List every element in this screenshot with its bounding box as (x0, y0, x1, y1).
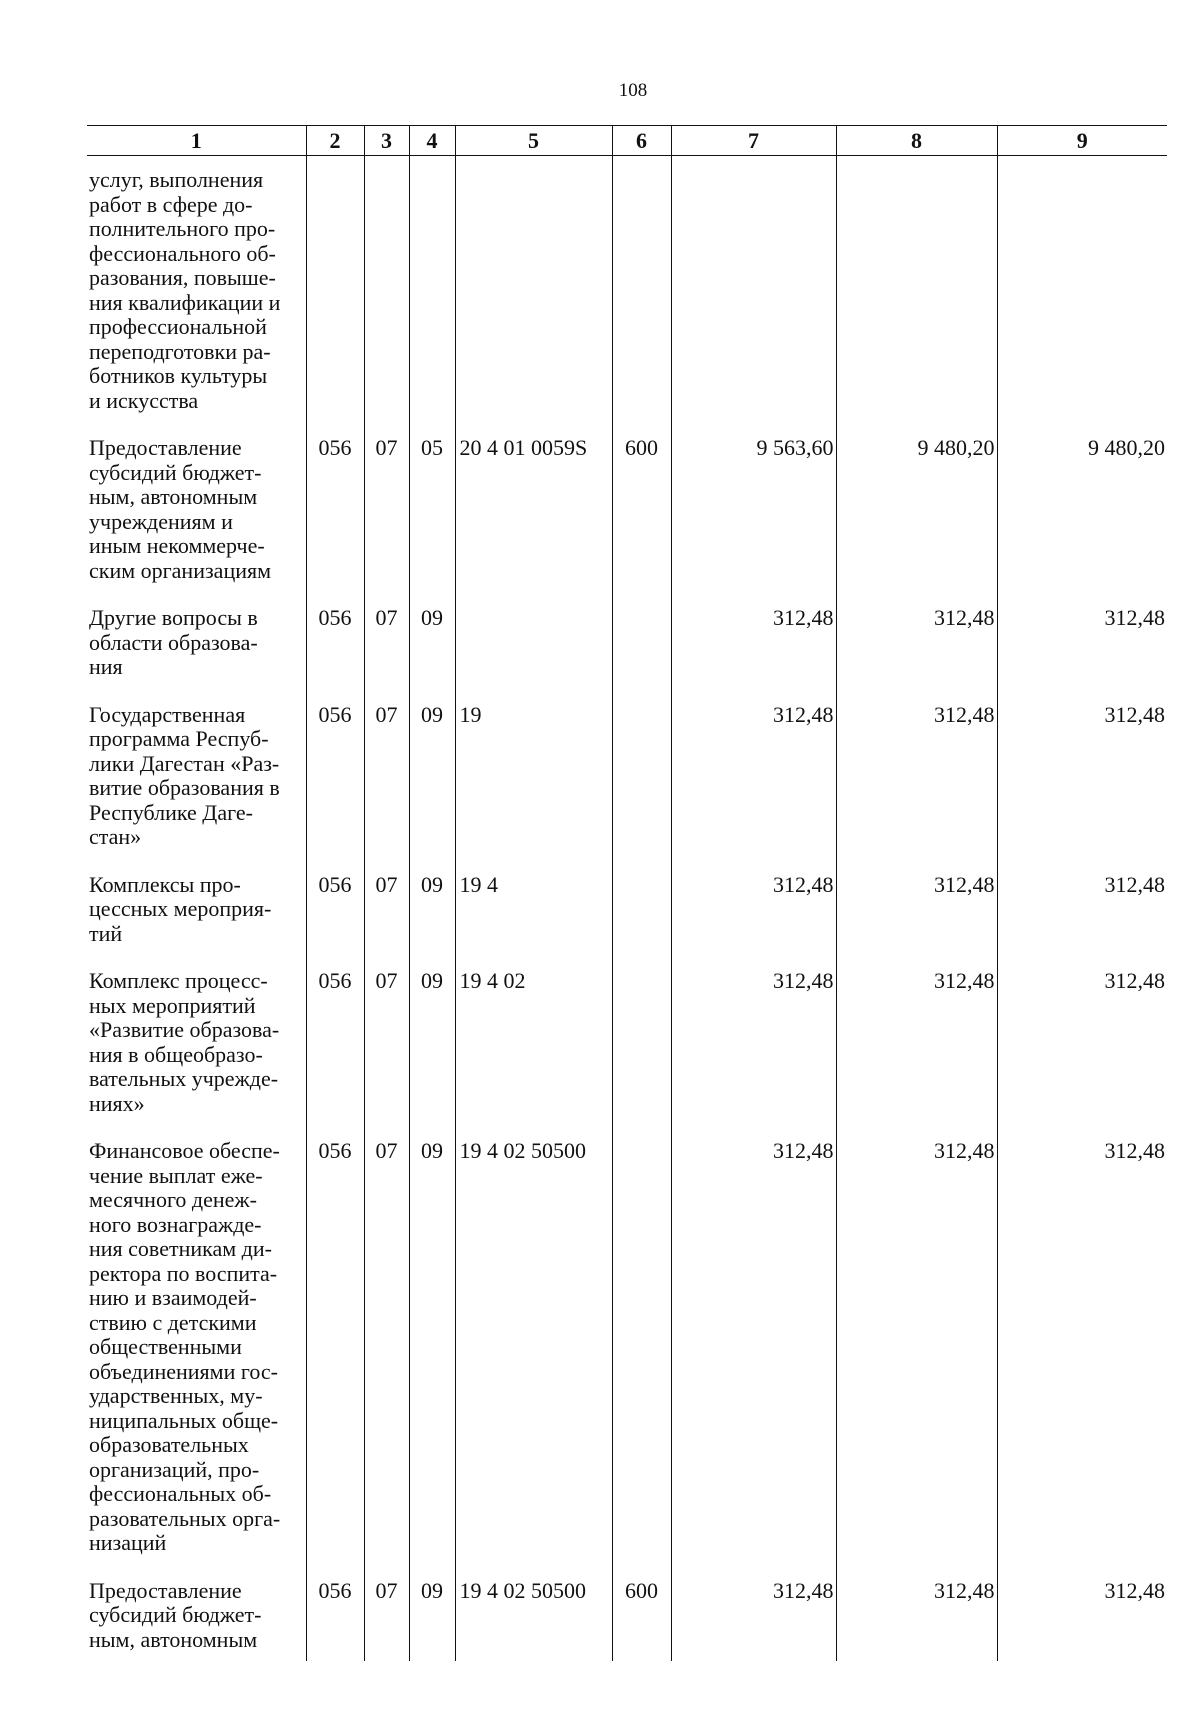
section-code: 07 (364, 422, 409, 592)
subsection-code: 09 (409, 1565, 455, 1662)
header-col-8: 8 (836, 126, 997, 156)
amount-col-9: 312,48 (997, 1125, 1167, 1565)
budget-table (87, 125, 1167, 1661)
amount-col-7: 312,48 (671, 1565, 836, 1662)
amount-col-8: 312,48 (836, 1565, 997, 1662)
ministry-code: 056 (306, 955, 364, 1125)
amount-col-8: 312,48 (836, 859, 997, 956)
amount-col-7: 9 563,60 (671, 422, 836, 592)
amount-col-7: 312,48 (671, 689, 836, 859)
row-name: Предоставление субсидий бюджет- ным, автономным учреждениям и иным некоммерче- ским организациям (89, 435, 272, 583)
amount-col-7: 312,48 (671, 859, 836, 956)
subsection-code: 09 (409, 1125, 455, 1565)
header-col-5: 5 (455, 126, 612, 156)
header-col-4: 4 (409, 126, 455, 156)
row-name-cell (87, 689, 306, 859)
expense-type-code (612, 955, 671, 1125)
row-name: Другие вопросы в области образова- ния (89, 605, 258, 679)
table-header-row (87, 126, 1167, 156)
subsection-code: 09 (409, 689, 455, 859)
ministry-code (306, 156, 364, 423)
amount-col-7 (671, 156, 836, 423)
page-number: 108 (618, 80, 648, 101)
expense-type-code (612, 156, 671, 423)
amount-col-9 (997, 156, 1167, 423)
table-row (87, 1565, 1167, 1662)
row-name-cell (87, 592, 306, 689)
section-code: 07 (364, 1565, 409, 1662)
table-row (87, 955, 1167, 1125)
amount-col-9: 312,48 (997, 1565, 1167, 1662)
ministry-code: 056 (306, 689, 364, 859)
row-name-cell (87, 859, 306, 956)
amount-col-9: 312,48 (997, 592, 1167, 689)
row-name-cell (87, 422, 306, 592)
amount-col-9: 9 480,20 (997, 422, 1167, 592)
amount-col-8 (836, 156, 997, 423)
section-code: 07 (364, 859, 409, 956)
table-row (87, 422, 1167, 592)
section-code: 07 (364, 689, 409, 859)
target-article-code: 19 4 02 50500 (455, 1125, 612, 1565)
ministry-code: 056 (306, 859, 364, 956)
target-article-code: 19 4 02 (455, 955, 612, 1125)
target-article-code: 19 4 02 50500 (455, 1565, 612, 1662)
expense-type-code: 600 (612, 1565, 671, 1662)
row-name: Предоставление субсидий бюджет- ным, автономным (89, 1577, 262, 1652)
ministry-code: 056 (306, 1125, 364, 1565)
amount-col-8: 312,48 (836, 592, 997, 689)
amount-col-7: 312,48 (671, 955, 836, 1125)
amount-col-9: 312,48 (997, 689, 1167, 859)
amount-col-7: 312,48 (671, 1125, 836, 1565)
ministry-code: 056 (306, 1565, 364, 1662)
amount-col-8: 312,48 (836, 689, 997, 859)
header-col-1: 1 (87, 126, 306, 156)
target-article-code: 20 4 01 0059S (455, 422, 612, 592)
header-col-9: 9 (997, 126, 1167, 156)
table-row (87, 592, 1167, 689)
target-article-code (455, 156, 612, 423)
amount-col-9: 312,48 (997, 955, 1167, 1125)
row-name-cell (87, 156, 306, 423)
section-code (364, 156, 409, 423)
row-name: Комплекс процесс- ных мероприятий «Развитие образова- ния в общеобразо- вательных учрежде- ниях» (89, 968, 280, 1116)
section-code: 07 (364, 955, 409, 1125)
amount-col-8: 312,48 (836, 1125, 997, 1565)
header-col-7: 7 (671, 126, 836, 156)
row-name-cell (87, 1125, 306, 1565)
row-name: Финансовое обеспе- чение выплат еже- месячного денеж- ного вознагражде- ния советникам ди- ректора по воспита- нию и взаимодей- ствию с детскими общественными объединениями гос- ударственных, му- ниципальных обще- образовательных организаций, про- фессиональных об- разовательных орга- низаций (89, 1138, 281, 1555)
target-article-code: 19 (455, 689, 612, 859)
target-article-code (455, 592, 612, 689)
row-name: услуг, выполнения работ в сфере до- полнительного про- фессионального об- разования, повыше- ния квалификации и профессиональной переподготовки ра- ботников культуры и искусства (89, 167, 281, 413)
expense-type-code (612, 859, 671, 956)
table-row (87, 156, 1167, 423)
section-code: 07 (364, 592, 409, 689)
subsection-code: 09 (409, 955, 455, 1125)
header-col-2: 2 (306, 126, 364, 156)
target-article-code: 19 4 (455, 859, 612, 956)
expense-type-code (612, 592, 671, 689)
expense-type-code: 600 (612, 422, 671, 592)
expense-type-code (612, 689, 671, 859)
subsection-code (409, 156, 455, 423)
amount-col-9: 312,48 (997, 859, 1167, 956)
row-name-cell (87, 1565, 306, 1662)
expense-type-code (612, 1125, 671, 1565)
subsection-code: 05 (409, 422, 455, 592)
table-row (87, 859, 1167, 956)
ministry-code: 056 (306, 592, 364, 689)
table-row (87, 689, 1167, 859)
subsection-code: 09 (409, 592, 455, 689)
section-code: 07 (364, 1125, 409, 1565)
ministry-code: 056 (306, 422, 364, 592)
row-name: Государственная программа Респуб- лики Дагестан «Раз- витие образования в Республике Даге- стан» (89, 701, 280, 849)
header-col-3: 3 (364, 126, 409, 156)
table-row (87, 1125, 1167, 1565)
amount-col-8: 9 480,20 (836, 422, 997, 592)
row-name-cell (87, 955, 306, 1125)
amount-col-8: 312,48 (836, 955, 997, 1125)
amount-col-7: 312,48 (671, 592, 836, 689)
row-name: Комплексы про- цессных мероприя- тий (89, 871, 272, 946)
header-col-6: 6 (612, 126, 671, 156)
subsection-code: 09 (409, 859, 455, 956)
